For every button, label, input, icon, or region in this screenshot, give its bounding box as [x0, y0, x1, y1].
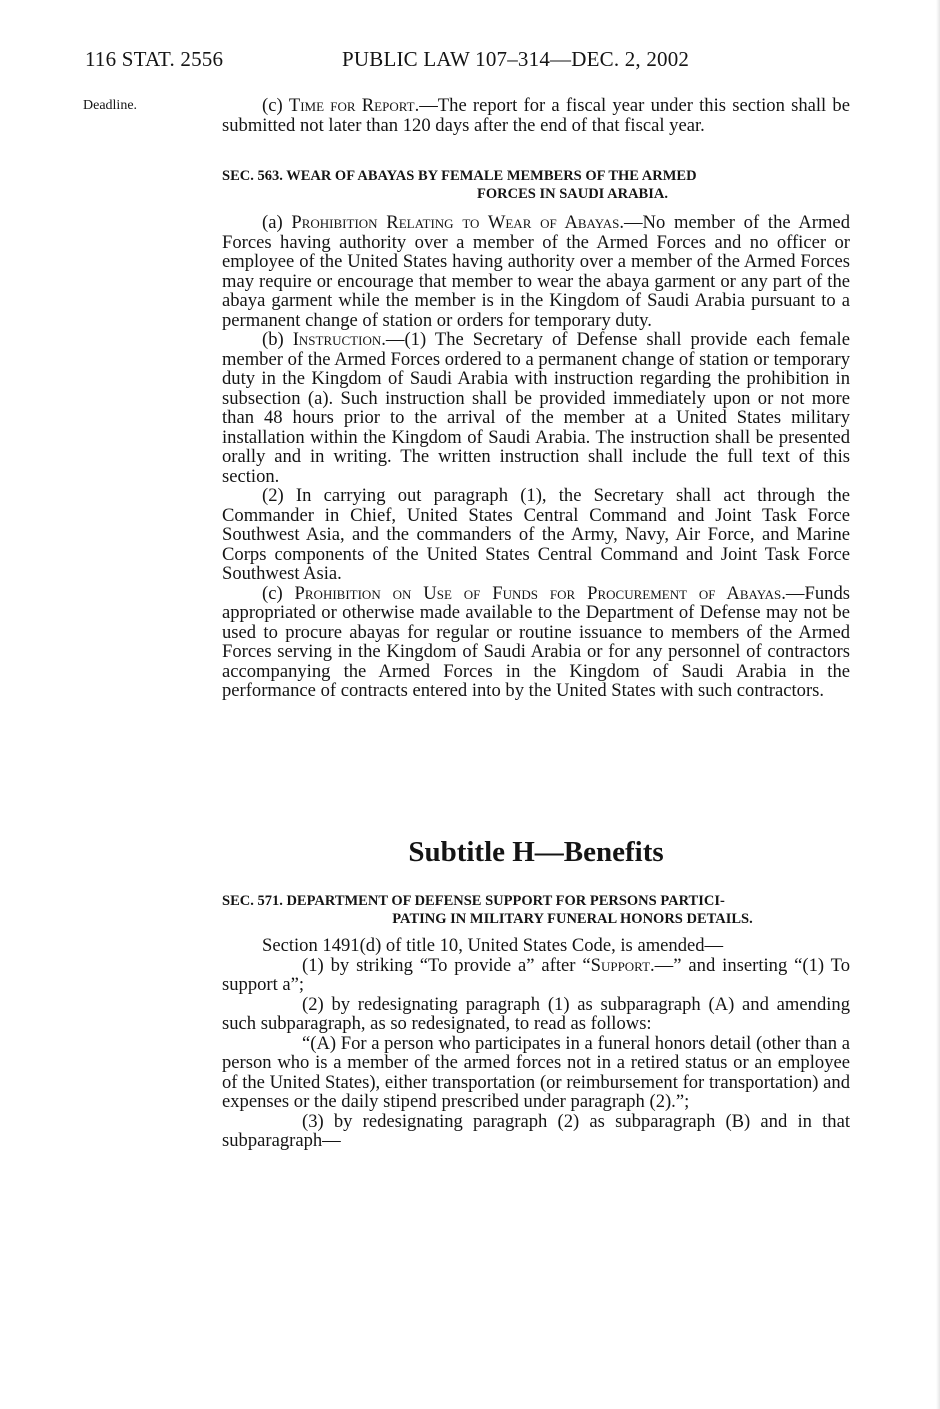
section-heading-line1: SEC. 571. DEPARTMENT OF DEFENSE SUPPORT FOR PERSONS PARTICI- — [222, 893, 725, 909]
subsection-heading: Prohibition Relating to Wear of Abayas — [291, 212, 620, 233]
scan-edge-shadow — [936, 0, 940, 1409]
subtitle-heading: Subtitle H—Benefits — [408, 836, 664, 868]
subsection-563-a — [222, 213, 850, 330]
subsection-563-b — [222, 330, 850, 486]
margin-note-deadline: Deadline. — [83, 98, 138, 113]
amendment-term: Support — [590, 954, 651, 976]
amendment-paragraph-2: (2) by redesignating paragraph (1) as subparagraph (A) and amending such subparagraph, as so redesignated, to read as follows: — [222, 993, 850, 1034]
subsection-label: (c) — [262, 95, 289, 116]
subsection-label: (c) — [262, 582, 295, 604]
amendment-paragraph-3: (3) by redesignating paragraph (2) as subparagraph (B) and in that subparagraph— — [222, 1110, 850, 1151]
subsection-text: .—The report for a fiscal year under this section shall be submitted not later than 120 days after the end of that fiscal year. — [222, 95, 850, 136]
page-stat-citation: 116 STAT. 2556 — [85, 47, 224, 71]
subsection-563-c — [222, 584, 850, 701]
section-heading-line2: PATING IN MILITARY FUNERAL HONORS DETAILS. — [392, 911, 753, 927]
subsection-heading: Time for Report — [288, 95, 415, 116]
section-571-intro: Section 1491(d) of title 10, United States Code, is amended— — [262, 935, 724, 956]
subsection-562-c — [222, 96, 850, 135]
section-heading-line2: FORCES IN SAUDI ARABIA. — [477, 186, 668, 202]
running-header: PUBLIC LAW 107–314—DEC. 2, 2002 — [342, 47, 690, 71]
amendment-text: (1) by striking “To provide a” after “ — [302, 954, 591, 976]
subsection-label: (a) — [262, 212, 292, 233]
subsection-text: .—No member of the Armed Forces having authority over a member of the Armed Forces and no officer or employee of the United States having authority over a member of the Armed Forces may require or encourage that member to wear the abaya garment or any part of the abaya garment while the member is in the Kingdom of Saudi Arabia pursuant to a permanent change of station or orders for temporary duty. — [222, 212, 850, 331]
subsection-text: .—Funds appropriated or otherwise made available to the Department of Defense may not be used to procure abayas for regular or routine issuance to members of the Armed Forces serving in the Kingdom of Saudi Arabia or for any personnel of contractors accompanying the Armed Forces in the Kingdom of Saudi Arabia in the performance of contracts entered into by the United States with such contractors. — [222, 582, 850, 701]
amendment-paragraph-1 — [222, 956, 850, 995]
paragraph-563-b-2: (2) In carrying out paragraph (1), the Secretary shall act through the Commander in Chief, United States Central Command and Joint Task Force Southwest Asia, and the commanders of the Army, Navy, Air Force, and Marine Corps components of the United States Central Command and Joint Task Force Southwest Asia. — [222, 485, 850, 584]
subsection-label: (b) — [262, 329, 293, 350]
section-571-body — [222, 936, 850, 1151]
subsection-heading: Prohibition on Use of Funds for Procurement of Abayas — [294, 582, 782, 604]
section-563-body — [222, 213, 850, 701]
subsection-heading: Instruction — [292, 329, 382, 350]
quoted-subparagraph-a: “(A) For a person who participates in a funeral honors detail (other than a person who is a member of the armed forces not in a retired status or an employee of the United States), either transportation (or reimbursement for transportation) and expenses or the daily stipend prescribed under paragraph (2).”; — [222, 1032, 850, 1112]
amendment-text-cont: .—” and inserting “(1) To support a”; — [222, 954, 850, 995]
section-heading-line1: SEC. 563. WEAR OF ABAYAS BY FEMALE MEMBERS OF THE ARMED — [222, 168, 697, 184]
section-563-heading — [222, 167, 850, 203]
section-571-heading — [222, 892, 850, 928]
subsection-text: .—(1) The Secretary of Defense shall provide each female member of the Armed Forces ordered to a permanent change of station or temporary duty in the Kingdom of Saudi Arabia with instruction regarding the prohibition in subsection (a). Such instruction shall be provided immediately upon or not more than 48 hours prior to the arrival of the member at a United States military installation within the Kingdom of Saudi Arabia. The instruction shall be presented orally and in writing. The written instruction shall include the full text of this section. — [222, 329, 850, 487]
